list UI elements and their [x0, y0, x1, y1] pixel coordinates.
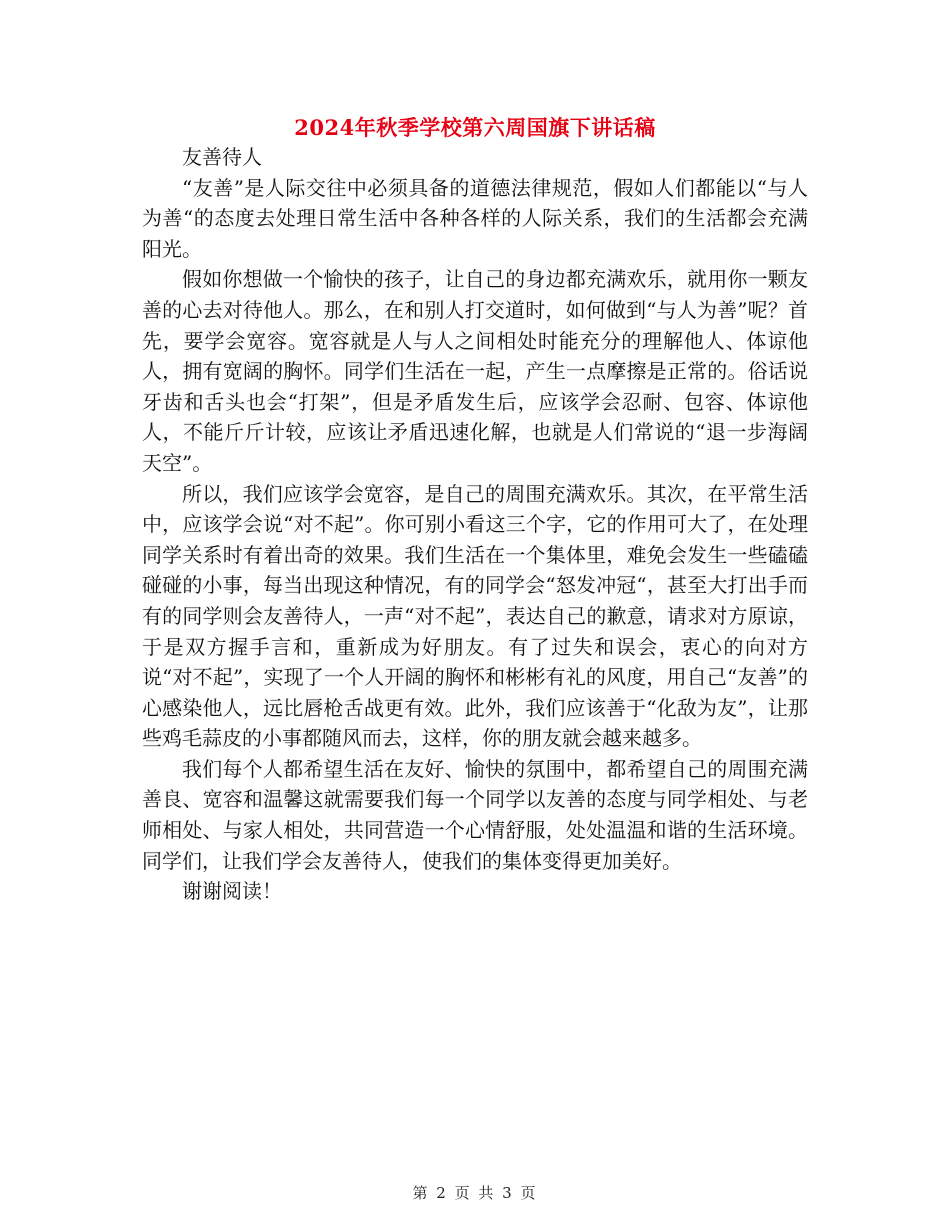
paragraph: 我们每个人都希望生活在友好、愉快的氛围中，都希望自己的周围充满善良、宽容和温馨这就需要我们每一个同学以友善的态度与同学相处、与老师相处、与家人相处，共同营造一个心情舒服，处处温温和谐的生活环境。同学们，让我们学会友善待人，使我们的集体变得更加美好。 [142, 756, 808, 873]
page-footer: 第 2 页 共 3 页 [412, 1184, 538, 1202]
paragraph: 所以，我们应该学会宽容，是自己的周围充满欢乐。其次，在平常生活中，应该学会说“对不起”。你可别小看这三个字，它的作用可大了，在处理同学关系时有着出奇的效果。我们生活在一个集体里，难免会发生一些磕磕碰碰的小事，每当出现这种情况，有的同学会“怒发冲冠“，甚至大打出手而有的同学则会友善待人，一声“对不起”，表达自己的歉意，请求对方原谅，于是双方握手言和，重新成为好朋友。有了过失和误会，衷心的向对方说“对不起”，实现了一个人开阔的胸怀和彬彬有礼的风度，用自己“友善”的心感染他人，远比唇枪舌战更有效。此外，我们应该善于“化敌为友”，让那些鸡毛蒜皮的小事都随风而去，这样，你的朋友就会越来越多。 [142, 481, 808, 751]
paragraph-subtitle: 友善待人 [182, 145, 262, 169]
document-body [142, 142, 808, 907]
page-title: 2024年秋季学校第六周国旗下讲话稿 [294, 115, 656, 140]
paragraph-closing: 谢谢阅读！ [182, 879, 282, 904]
paragraph: “友善”是人际交往中必须具备的道德法律规范，假如人们都能以“与人为善“的态度去处理日常生活中各种各样的人际关系，我们的生活都会充满阳光。 [142, 175, 808, 261]
paragraph: 假如你想做一个愉快的孩子，让自己的身边都充满欢乐，就用你一颗友善的心去对待他人。那么，在和别人打交道时，如何做到“与人为善”呢？首先，要学会宽容。宽容就是人与人之间相处时能充分的理解他人、体谅他人，拥有宽阔的胸怀。同学们生活在一起，产生一点摩擦是正常的。俗话说牙齿和舌头也会“打架”，但是矛盾发生后，应该学会忍耐、包容、体谅他人，不能斤斤计较，应该让矛盾迅速化解，也就是人们常说的“退一步海阔天空”。 [142, 267, 808, 475]
